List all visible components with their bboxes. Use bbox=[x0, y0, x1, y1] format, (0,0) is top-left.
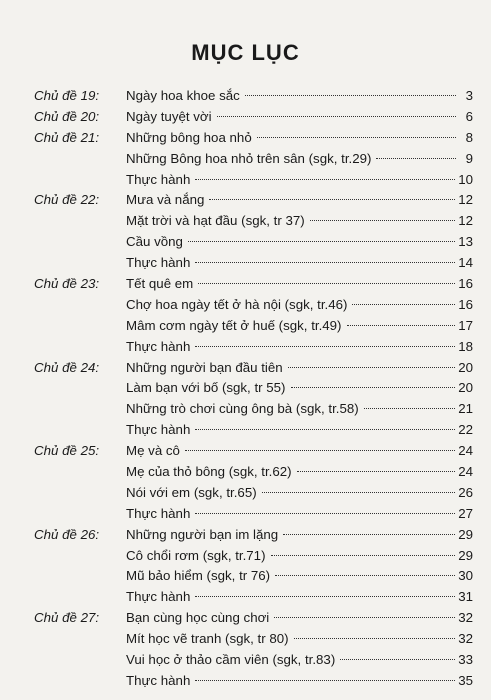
toc-row bbox=[0, 504, 491, 525]
dot-leader bbox=[340, 659, 455, 660]
entry-title: Mặt trời và hạt đầu (sgk, tr 37) bbox=[126, 213, 305, 229]
toc-row bbox=[0, 566, 491, 587]
page-number: 32 bbox=[458, 610, 473, 626]
dot-leader bbox=[195, 513, 455, 514]
toc-entry bbox=[126, 128, 473, 149]
entry-title: Mẹ của thỏ bông (sgk, tr.62) bbox=[126, 464, 292, 480]
dot-leader bbox=[294, 638, 456, 639]
toc-entry bbox=[126, 232, 473, 253]
toc-row bbox=[0, 587, 491, 608]
toc-entry bbox=[126, 170, 473, 191]
toc-entry bbox=[126, 566, 473, 587]
toc-row bbox=[0, 358, 491, 379]
page-number: 12 bbox=[458, 192, 473, 208]
dot-leader bbox=[245, 95, 456, 96]
dot-leader bbox=[297, 471, 456, 472]
page-number: 22 bbox=[458, 422, 473, 438]
table-of-contents bbox=[0, 86, 491, 692]
page-number: 13 bbox=[458, 234, 473, 250]
entry-title: Những bông hoa nhỏ bbox=[126, 129, 252, 145]
toc-row bbox=[0, 650, 491, 671]
toc-entry bbox=[126, 358, 473, 379]
dot-leader bbox=[310, 220, 456, 221]
toc-entry bbox=[126, 316, 473, 337]
toc-entry bbox=[126, 337, 473, 358]
dot-leader bbox=[364, 408, 455, 409]
dot-leader bbox=[195, 262, 455, 263]
toc-entry bbox=[126, 295, 473, 316]
entry-title: Nói với em (sgk, tr.65) bbox=[126, 484, 257, 500]
dot-leader bbox=[275, 575, 455, 576]
toc-entry bbox=[126, 587, 473, 608]
page-number: 24 bbox=[458, 464, 473, 480]
topic-label: Chủ đề 19: bbox=[34, 88, 100, 103]
page-number: 18 bbox=[458, 338, 473, 354]
entry-title: Những người bạn im lặng bbox=[126, 526, 279, 542]
toc-entry bbox=[126, 190, 473, 211]
toc-entry bbox=[126, 441, 473, 462]
entry-title: Ngày tuyệt vời bbox=[126, 108, 212, 124]
entry-title: Mưa và nắng bbox=[126, 192, 205, 208]
toc-row bbox=[0, 274, 491, 295]
toc-row bbox=[0, 378, 491, 399]
topic-label: Chủ đề 27: bbox=[34, 610, 100, 626]
toc-entry bbox=[126, 483, 473, 504]
dot-leader bbox=[195, 179, 455, 180]
page-number: 29 bbox=[458, 526, 473, 542]
dot-leader bbox=[376, 158, 456, 159]
dot-leader bbox=[274, 617, 455, 618]
dot-leader bbox=[217, 116, 456, 117]
dot-leader bbox=[198, 283, 455, 284]
entry-title: Thực hành bbox=[126, 672, 191, 688]
toc-entry bbox=[126, 274, 473, 295]
topic-label: Chủ đề 25: bbox=[34, 443, 100, 459]
toc-entry bbox=[126, 650, 473, 671]
toc-row bbox=[0, 86, 491, 107]
entry-title: Thực hành bbox=[126, 338, 191, 354]
toc-row bbox=[0, 149, 491, 170]
toc-entry bbox=[126, 399, 473, 420]
page-number: 14 bbox=[458, 255, 473, 271]
dot-leader bbox=[195, 429, 455, 430]
toc-row bbox=[0, 232, 491, 253]
toc-entry bbox=[126, 378, 473, 399]
toc-entry bbox=[126, 671, 473, 692]
dot-leader bbox=[195, 346, 455, 347]
page-number: 31 bbox=[458, 589, 473, 605]
entry-title: Những trò chơi cùng ông bà (sgk, tr.58) bbox=[126, 401, 359, 417]
toc-entry bbox=[126, 211, 473, 232]
entry-title: Mũ bảo hiểm (sgk, tr 76) bbox=[126, 568, 271, 584]
entry-title: Bạn cùng học cùng chơi bbox=[126, 610, 270, 626]
page-number: 17 bbox=[458, 317, 473, 333]
entry-title: Thực hành bbox=[126, 589, 191, 605]
page-number: 32 bbox=[458, 631, 473, 647]
topic-label: Chủ đề 20: bbox=[34, 108, 100, 124]
page-number: 6 bbox=[465, 108, 473, 124]
toc-entry bbox=[126, 546, 473, 567]
toc-row bbox=[0, 316, 491, 337]
dot-leader bbox=[288, 367, 456, 368]
entry-title: Mít học vẽ tranh (sgk, tr 80) bbox=[126, 631, 289, 647]
page-number: 33 bbox=[458, 652, 473, 668]
page-number: 26 bbox=[458, 484, 473, 500]
toc-row bbox=[0, 190, 491, 211]
toc-row bbox=[0, 128, 491, 149]
page-number: 9 bbox=[465, 150, 473, 166]
entry-title: Cầu vồng bbox=[126, 234, 183, 250]
entry-title: Mẹ và cô bbox=[126, 443, 180, 459]
toc-row bbox=[0, 671, 491, 692]
dot-leader bbox=[283, 534, 455, 535]
toc-row bbox=[0, 295, 491, 316]
entry-title: Vui học ở thảo cầm viên (sgk, tr.83) bbox=[126, 652, 336, 668]
entry-title: Mâm cơm ngày tết ở huế (sgk, tr.49) bbox=[126, 317, 342, 333]
dot-leader bbox=[347, 325, 456, 326]
toc-row bbox=[0, 546, 491, 567]
topic-label: Chủ đề 23: bbox=[34, 276, 100, 292]
toc-row bbox=[0, 170, 491, 191]
entry-title: Thực hành bbox=[126, 255, 191, 271]
page-number: 35 bbox=[458, 672, 473, 688]
page-number: 20 bbox=[458, 380, 473, 396]
dot-leader bbox=[257, 137, 456, 138]
page-number: 30 bbox=[458, 568, 473, 584]
entry-title: Chợ hoa ngày tết ở hà nội (sgk, tr.46) bbox=[126, 296, 348, 312]
topic-label: Chủ đề 26: bbox=[34, 526, 100, 542]
toc-row bbox=[0, 483, 491, 504]
dot-leader bbox=[188, 241, 455, 242]
toc-row bbox=[0, 629, 491, 650]
page-number: 29 bbox=[458, 547, 473, 563]
page-number: 20 bbox=[458, 359, 473, 375]
page-title: MỤC LỤC bbox=[191, 40, 300, 65]
toc-entry bbox=[126, 86, 473, 107]
dot-leader bbox=[209, 199, 455, 200]
entry-title: Tết quê em bbox=[126, 276, 194, 292]
toc-entry bbox=[126, 525, 473, 546]
entry-title: Ngày hoa khoe sắc bbox=[126, 88, 240, 103]
toc-row bbox=[0, 399, 491, 420]
entry-title: Thực hành bbox=[126, 422, 191, 438]
entry-title: Thực hành bbox=[126, 171, 191, 187]
toc-row bbox=[0, 253, 491, 274]
toc-row bbox=[0, 107, 491, 128]
page-number: 10 bbox=[458, 171, 473, 187]
toc-entry bbox=[126, 107, 473, 128]
entry-title: Cô chổi rơm (sgk, tr.71) bbox=[126, 547, 266, 563]
dot-leader bbox=[195, 596, 455, 597]
toc-row bbox=[0, 337, 491, 358]
page-number: 3 bbox=[465, 88, 473, 103]
dot-leader bbox=[271, 555, 456, 556]
topic-label: Chủ đề 22: bbox=[34, 192, 100, 208]
toc-row bbox=[0, 420, 491, 441]
page-number: 21 bbox=[458, 401, 473, 417]
page-number: 16 bbox=[458, 276, 473, 292]
toc-entry bbox=[126, 149, 473, 170]
entry-title: Những Bông hoa nhỏ trên sân (sgk, tr.29) bbox=[126, 150, 372, 166]
dot-leader bbox=[291, 387, 456, 388]
toc-entry bbox=[126, 629, 473, 650]
toc-row bbox=[0, 441, 491, 462]
toc-entry bbox=[126, 420, 473, 441]
toc-row bbox=[0, 525, 491, 546]
toc-entry bbox=[126, 253, 473, 274]
dot-leader bbox=[352, 304, 455, 305]
topic-label: Chủ đề 21: bbox=[34, 129, 100, 145]
dot-leader bbox=[262, 492, 456, 493]
entry-title: Thực hành bbox=[126, 505, 191, 521]
topic-label: Chủ đề 24: bbox=[34, 359, 100, 375]
toc-row bbox=[0, 462, 491, 483]
page-number: 12 bbox=[458, 213, 473, 229]
entry-title: Làm bạn với bố (sgk, tr 55) bbox=[126, 380, 286, 396]
page-number: 8 bbox=[465, 129, 473, 145]
page-number: 24 bbox=[458, 443, 473, 459]
toc-row bbox=[0, 608, 491, 629]
toc-entry bbox=[126, 608, 473, 629]
toc-row bbox=[0, 211, 491, 232]
dot-leader bbox=[185, 450, 455, 451]
toc-entry bbox=[126, 462, 473, 483]
page-number: 27 bbox=[458, 505, 473, 521]
dot-leader bbox=[195, 680, 455, 681]
toc-entry bbox=[126, 504, 473, 525]
page-number: 16 bbox=[458, 296, 473, 312]
entry-title: Những người bạn đầu tiên bbox=[126, 359, 283, 375]
